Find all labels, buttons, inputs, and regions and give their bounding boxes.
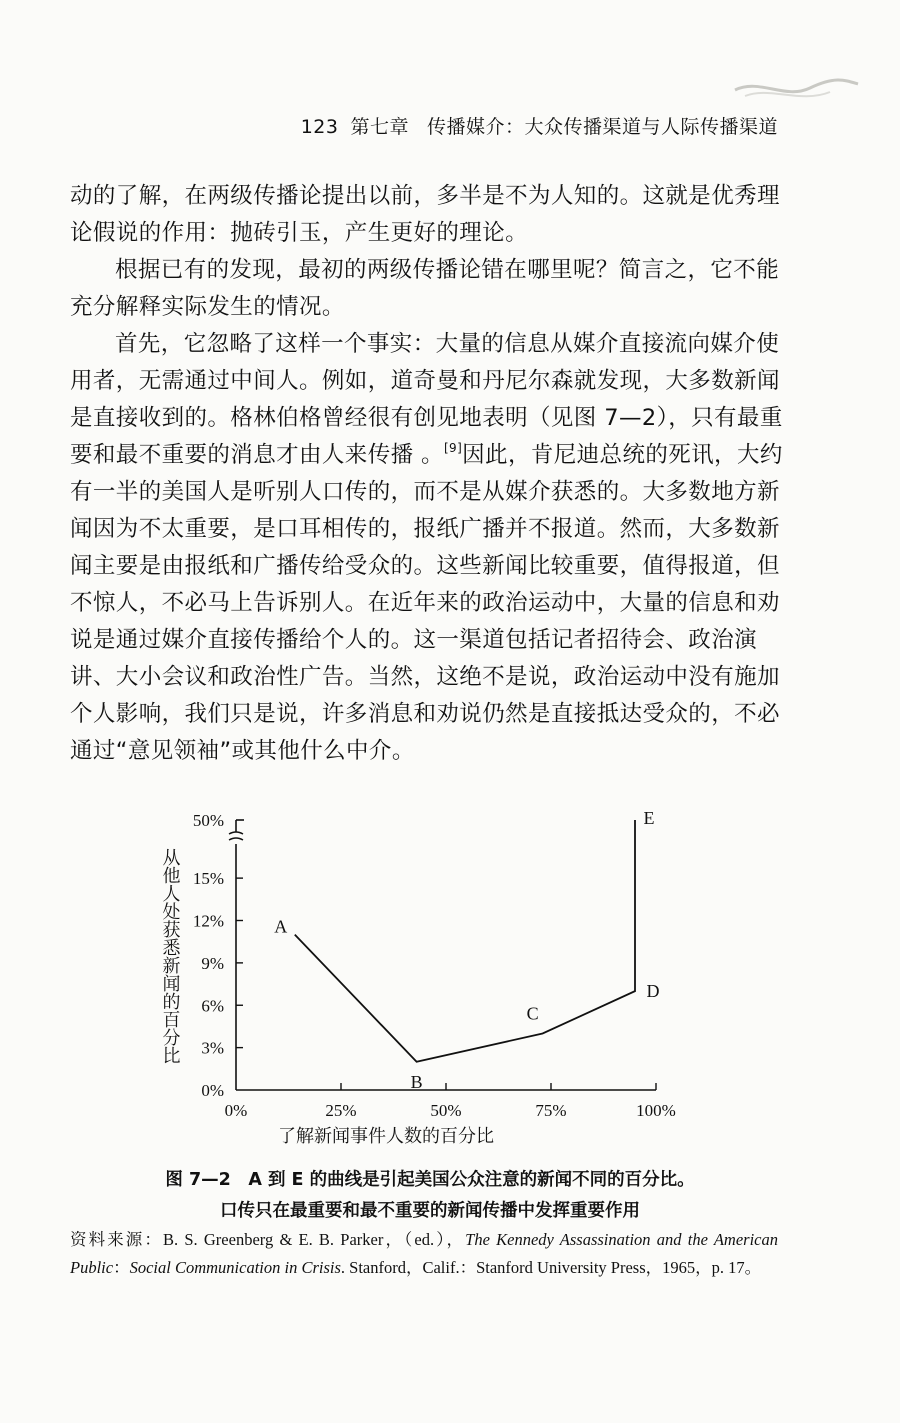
series-line [295, 820, 635, 1062]
text-line: 用者，无需通过中间人。例如，道奇曼和丹尼尔森就发现，大多数新闻 [70, 368, 780, 394]
y-tick-label: 15% [192, 869, 224, 889]
x-tick-label: 100% [636, 1101, 676, 1120]
text-line: 说是通过媒介直接传播给个人的。这一渠道包括记者招待会、政治演 [70, 627, 758, 653]
text-line: 根据已有的发现，最初的两级传播论错在哪里呢？简言之，它不能 [115, 257, 780, 283]
y-tick-label: 0% [201, 1081, 224, 1100]
x-axis-label: 了解新闻事件人数的百分比 [278, 1126, 494, 1147]
text-line: 讲、大小会议和政治性广告。当然，这绝不是说，政治运动中没有施加 [70, 664, 780, 690]
figure-source [70, 1226, 778, 1282]
text-line: 是直接收到的。格林伯格曾经很有创见地表明（见图 7—2），只有最重 [70, 405, 783, 431]
y-tick-label: 9% [201, 953, 224, 973]
text-line: 有一半的美国人是听别人口传的，而不是从媒介获悉的。大多数地方新 [70, 479, 780, 505]
point-label: C [526, 1003, 539, 1024]
source-separator: ： [113, 1258, 130, 1277]
text-segment: 要和最不重要的消息才由人来传播 。 [70, 442, 444, 468]
x-tick-label: 25% [325, 1101, 357, 1120]
text-line: 动的了解，在两级传播论提出以前，多半是不为人知的。这就是优秀理 [70, 183, 780, 209]
text-line: 充分解释实际发生的情况。 [70, 294, 345, 320]
source-suffix: . Stanford，Calif.：Stanford University Press，1965，p. 17。 [340, 1258, 762, 1277]
running-header [0, 112, 778, 139]
y-tick-label: 3% [201, 1038, 224, 1058]
body-text [70, 178, 783, 770]
x-tick-label: 0% [224, 1101, 248, 1120]
text-line [70, 437, 783, 474]
point-label: E [643, 808, 655, 828]
text-segment: 因此，肯尼迪总统的死讯，大约 [462, 442, 783, 468]
chapter-title: 传播媒介：大众传播渠道与人际传播渠道 [426, 116, 778, 138]
point-label: B [410, 1071, 423, 1092]
figure-caption: 图 7—2 A 到 E 的曲线是引起美国公众注意的新闻不同的百分比。 [165, 1170, 695, 1190]
y-tick-label: 50% [192, 811, 224, 830]
decorative-flourish [730, 70, 860, 110]
source-subtitle: Social Communication in Crisis [129, 1258, 341, 1277]
page-number: 123 [300, 116, 339, 138]
figure-caption-line2: 口传只在最重要和最不重要的新闻传播中发挥重要作用 [220, 1201, 640, 1221]
x-tick-label: 50% [430, 1101, 462, 1120]
footnote-reference: [9] [443, 441, 463, 455]
line-chart [150, 800, 710, 1160]
y-axis-label: 从他人处获悉新闻的百分比 [159, 848, 181, 1064]
text-line: 不惊人，不必马上告诉别人。在近年来的政治运动中，大量的信息和劝 [70, 590, 780, 616]
y-tick-label: 6% [201, 996, 224, 1016]
point-label: D [646, 981, 660, 1002]
y-tick-label: 12% [192, 911, 224, 931]
text-line: 首先，它忽略了这样一个事实：大量的信息从媒介直接流向媒介使 [115, 331, 780, 357]
text-line: 通过“意见领袖”或其他什么中介。 [70, 738, 415, 764]
text-line: 论假说的作用：抛砖引玉，产生更好的理论。 [70, 220, 529, 246]
axis-break-mark [229, 838, 243, 840]
text-line: 闻主要是由报纸和广播传给受众的。这些新闻比较重要，值得报道，但 [70, 553, 780, 579]
axis-break-mark [229, 832, 243, 834]
source-title: The Kennedy Assassination and the American Public [70, 1230, 778, 1277]
source-prefix: 资料来源：B. S. Greenberg & E. B. Parker，（ed.）， [70, 1230, 466, 1249]
point-label: A [274, 916, 288, 937]
chapter-label: 第七章 [350, 116, 409, 138]
text-line: 闻因为不太重要，是口耳相传的，报纸广播并不报道。然而，大多数新 [70, 516, 780, 542]
x-tick-label: 75% [535, 1101, 567, 1120]
text-line: 个人影响，我们只是说，许多消息和劝说仍然是直接抵达受众的，不必 [70, 701, 780, 727]
